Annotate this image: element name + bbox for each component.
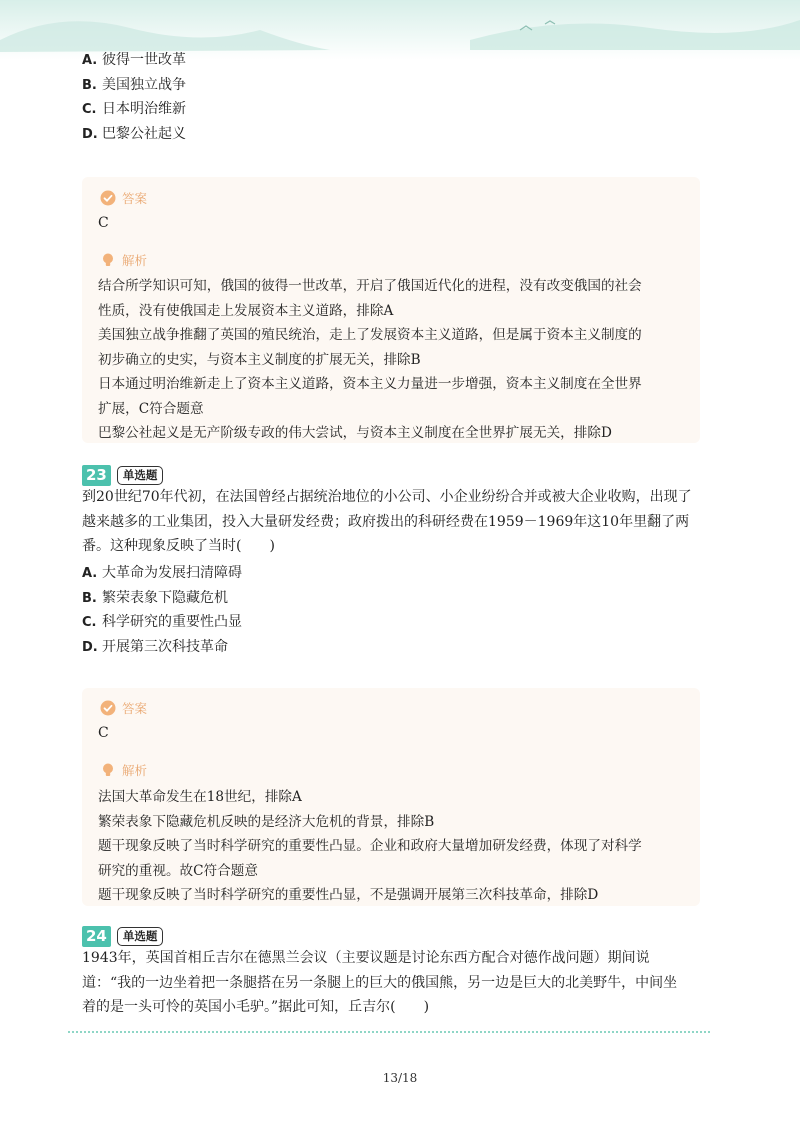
analysis-line: 题干现象反映了当时科学研究的重要性凸显。企业和政府大量增加研发经费，体现了对科学 (98, 838, 642, 854)
option-d[interactable]: D. 巴黎公社起义 (82, 125, 186, 142)
analysis-tag: 解析 (100, 250, 147, 270)
option-a[interactable]: A. 大革命为发展扫清障碍 (82, 565, 242, 581)
analysis-line: 题干现象反映了当时科学研究的重要性凸显，不是强调开展第三次科技革命，排除D (98, 887, 599, 903)
option-c[interactable]: C. 日本明治维新 (82, 101, 186, 117)
option-d[interactable]: D. 开展第三次科技革命 (82, 638, 228, 655)
analysis-line: 巴黎公社起义是无产阶级专政的伟大尝试，与资本主义制度在全世界扩展无关，排除D (98, 425, 612, 441)
analysis-text (98, 274, 678, 446)
dotted-divider (68, 1031, 710, 1035)
question-header (82, 926, 163, 947)
q23-options (82, 561, 242, 659)
analysis-line: 初步确立的史实，与资本主义制度的扩展无关，排除B (98, 351, 421, 368)
analysis-line: 繁荣表象下隐藏危机反映的是经济大危机的背景，排除B (98, 813, 435, 830)
question-number: 24 (82, 926, 111, 947)
analysis-line: 性质，没有使俄国走上发展资本主义道路，排除A (98, 302, 394, 319)
question-number: 23 (82, 465, 111, 486)
analysis-tag: 解析 (100, 760, 147, 780)
check-badge-icon (100, 190, 116, 206)
question-type-badge: 单选题 (117, 927, 164, 946)
question-header (82, 465, 163, 486)
option-c[interactable]: C. 科学研究的重要性凸显 (82, 614, 242, 630)
analysis-line: 日本通过明治维新走上了资本主义道路，资本主义力量进一步增强，资本主义制度在全世界 (98, 376, 642, 392)
analysis-line: 扩展，C符合题意 (98, 400, 204, 417)
question-text: 1943年，英国首相丘吉尔在德黑兰会议（主要议题是讨论东西方配合对德作战问题）期间说 道：“我的一边坐着把一条腿搭在另一条腿上的巨大的俄国熊，另一边是巨大的北美野牛，中间坐 着的是一头可怜的英国小毛驴。”据此可知，丘吉尔( ) (82, 950, 678, 1015)
option-b[interactable]: B. 繁荣表象下隐藏危机 (82, 589, 228, 606)
answer-tag: 答案 (100, 698, 147, 718)
analysis-line: 法国大革命发生在18世纪，排除A (98, 789, 302, 805)
lightbulb-icon (100, 762, 116, 778)
question-type-badge: 单选题 (117, 466, 164, 485)
analysis-line: 结合所学知识可知，俄国的彼得一世改革，开启了俄国近代化的进程，没有改变俄国的社会 (98, 278, 642, 294)
q22-options (82, 48, 186, 146)
question-text: 到20世纪70年代初，在法国曾经占据统治地位的小公司、小企业纷纷合并或被大企业收购，出现了 越来越多的工业集团，投入大量研发经费；政府拨出的科研经费在1959－1969年这10年里翻了两 番。这种现象反映了当时( ) (82, 489, 692, 554)
answer-value: C (98, 725, 109, 741)
answer-tag: 答案 (100, 188, 147, 208)
lightbulb-icon (100, 252, 116, 268)
analysis-line: 研究的重视。故C符合题意 (98, 862, 258, 879)
q23-answer-box (82, 688, 700, 906)
option-b[interactable]: B. 美国独立战争 (82, 76, 186, 93)
analysis-text (98, 785, 678, 908)
page-number: 13/18 (382, 1071, 418, 1085)
check-badge-icon (100, 700, 116, 716)
answer-value: C (98, 215, 109, 231)
q22-answer-box (82, 177, 700, 443)
option-a[interactable]: A. 彼得一世改革 (82, 52, 186, 68)
analysis-line: 美国独立战争推翻了英国的殖民统治，走上了发展资本主义道路，但是属于资本主义制度的 (98, 327, 642, 343)
